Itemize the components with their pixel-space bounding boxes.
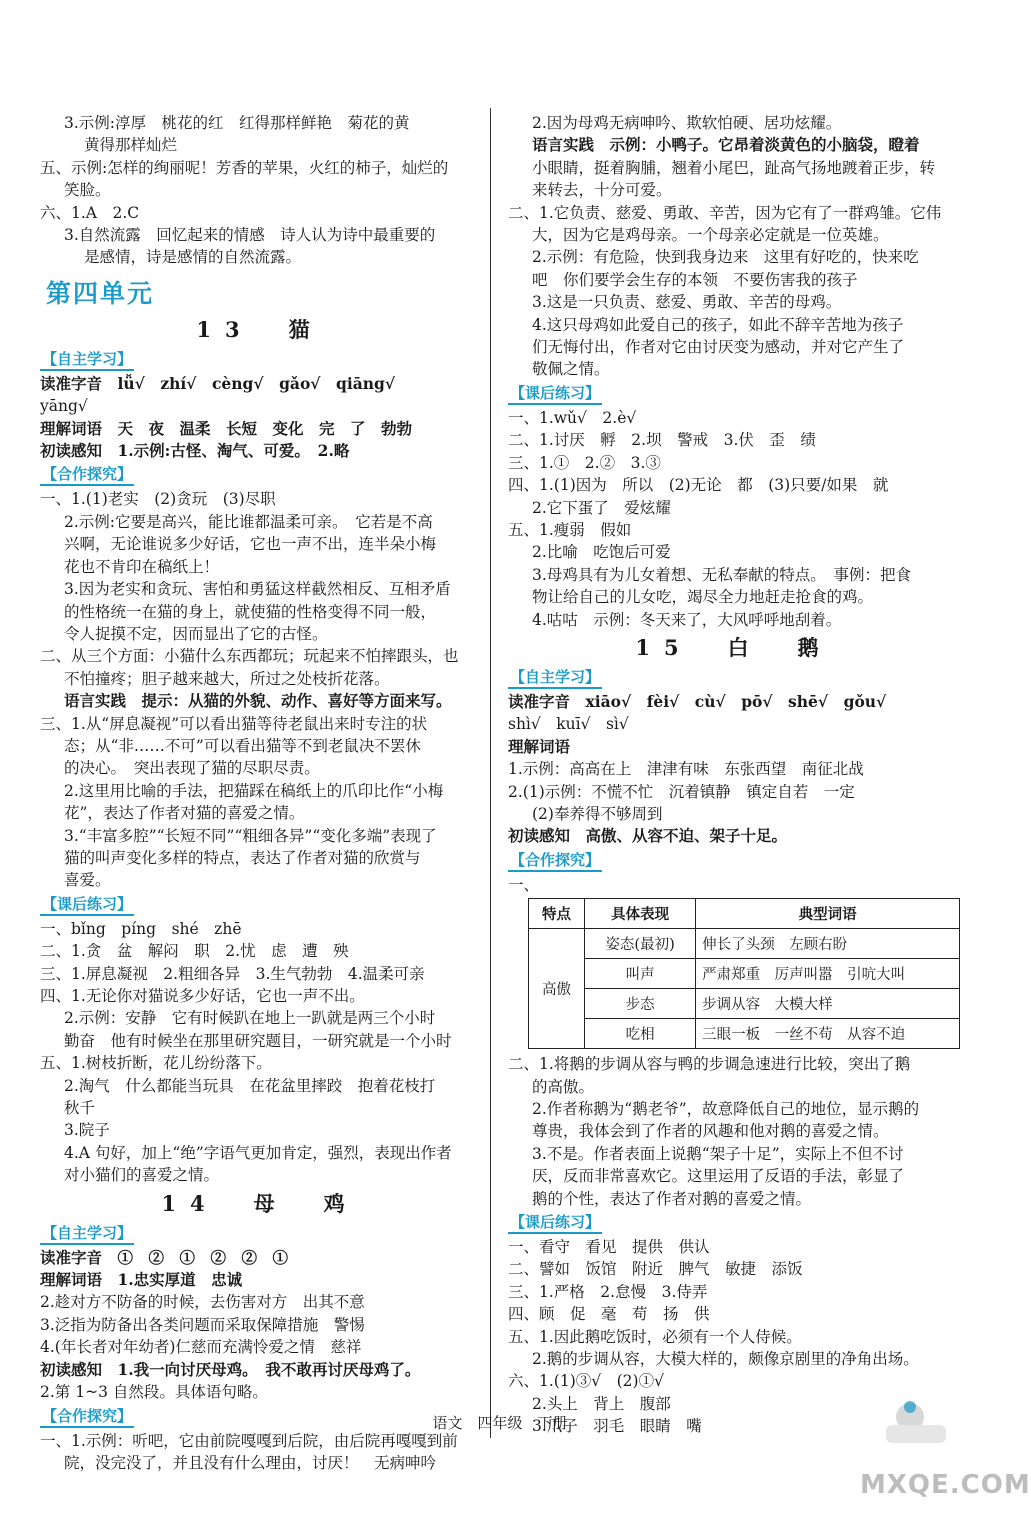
unit-title: 第四单元 (46, 278, 155, 308)
text-line: 五、1.因此鹅吃饭时，必须有一个人侍候。 (508, 1327, 802, 1346)
table-cell: 高傲 (529, 929, 585, 1049)
table-header: 特点 (529, 899, 585, 929)
text-line: 秋千 (64, 1099, 96, 1118)
text-line: 二、从三个方面：小猫什么东西都玩；玩起来不怕摔跟头，也 (40, 647, 459, 666)
table-row (529, 929, 960, 959)
text-line: 四、1.(1)因为 所以 (2)无论 都 (3)只要/如果 就 (508, 476, 889, 495)
text-line: 2.示例：安静 它有时候趴在地上一趴就是两三个小时 (64, 1009, 436, 1028)
text-line: 物让给自己的儿女吃，竭尽全力地赶走抢食的鸡。 (532, 588, 874, 607)
text-line: 的决心。 突出表现了猫的尽职尽责。 (64, 759, 320, 778)
text-line: 院，没完没了，并且没有什么理由，讨厌！ 无病呻吟 (64, 1453, 437, 1472)
text-line: 语言实践 提示：从猫的外貌、动作、喜好等方面来写。 (64, 691, 452, 711)
table-row (529, 959, 960, 989)
table-cell: 伸长了头颈 左顾右盼 (696, 929, 960, 959)
text-line: 四、顾 促 毫 苟 扬 供 (508, 1305, 710, 1324)
section-heading: 【自主学习】 (508, 667, 602, 689)
text-line: 2.示例：有危险，快到我身边来 这里有好吃的，快来吃 (532, 248, 919, 267)
text-line: 理解词语 天 夜 温柔 长短 变化 完 了 勃勃 (40, 418, 413, 438)
text-line: 二、1.讨厌 孵 2.坝 警戒 3.伏 歪 绩 (508, 431, 816, 450)
text-line: 花也不肯印在稿纸上！ (64, 557, 220, 576)
text-line: 尊贵，我体会到了作者的风趣和他对鹅的喜爱之情。 (532, 1122, 889, 1141)
text-line: 四、1.无论你对猫说多少好话，它也一声不出。 (40, 987, 365, 1005)
page-footer: 语文 四年级 下册 (432, 1414, 568, 1432)
text-line: 3.这是一只负责、慈爱、勇敢、辛苦的母鸡。 (532, 293, 842, 312)
text-line: 语言实践 示例：小鸭子。它昂着淡黄色的小脑袋，瞪着 (532, 135, 920, 155)
table-header: 具体表现 (585, 899, 696, 929)
text-line: 3.泛指为防备出各类问题而采取保障措施 警惕 (40, 1315, 365, 1334)
text-line: 敬佩之情。 (532, 360, 610, 379)
table-header-row (529, 899, 960, 929)
text-line: 来转去，十分可爱。 (532, 181, 672, 200)
text-line: 2.比喻 吃饱后可爱 (532, 543, 671, 562)
text-line: 初读感知 1.我一向讨厌母鸡。 我不敢再讨厌母鸡了。 (40, 1359, 421, 1379)
right-column (508, 112, 960, 1438)
text-line: 五、示例:怎样的绚丽呢！芳香的苹果，火红的柿子，灿烂的 (40, 158, 449, 177)
text-line: 2.示例:它要是高兴，能比谁都温柔可亲。 它若是不高 (64, 512, 433, 531)
text-line: 令人捉摸不定，因而显出了它的古怪。 (64, 624, 328, 643)
section-heading: 【合作探究】 (40, 464, 134, 486)
text-line: 二、1.贪 盆 解闷 职 2.忧 虑 遭 殃 (40, 942, 349, 961)
text-line: 4.这只母鸡如此爱自己的孩子，如此不辞辛苦地为孩子 (532, 315, 904, 334)
lesson-title: 15 白 鹅 (635, 634, 833, 660)
text-line: 三、1.从“屏息凝视”可以看出猫等待老鼠出来时专注的状 (40, 714, 428, 733)
section-heading: 【课后练习】 (508, 1212, 602, 1234)
text-line: yāng√ (40, 397, 88, 416)
text-line: 1.示例：高高在上 津津有味 东张西望 南征北战 (508, 760, 864, 779)
text-line: 4.A 句好，加上“绝”字语气更加肯定，强烈，表现出作者 (64, 1143, 452, 1162)
answer-table (528, 898, 960, 1049)
text-line: 小眼睛，挺着胸脯，翘着小尾巴，趾高气扬地踱着正步，转 (532, 158, 936, 177)
text-line: 3.院子 (64, 1121, 110, 1140)
table-cell: 步态 (585, 989, 696, 1019)
text-line: 大，因为它是鸡母亲。一个母亲必定就是一位英雄。 (532, 226, 889, 245)
text-line: 三、1.屏息凝视 2.粗细各异 3.生气勃勃 4.温柔可亲 (40, 964, 425, 983)
text-line: 理解词语 (508, 736, 571, 756)
text-line: 3.“丰富多腔”“长短不同”“粗细各异”“变化多端”表现了 (64, 826, 437, 845)
text-line: 态；从“非……不可”可以看出猫等不到老鼠决不罢休 (64, 736, 421, 755)
text-line: 黄得那样灿烂 (84, 136, 178, 155)
text-line: 读准字音 lǚ√ zhí√ cèng√ gǎo√ qiāng√ (40, 373, 396, 393)
lesson-title: 14 母 鸡 (161, 1190, 359, 1216)
text-line: 的高傲。 (532, 1077, 595, 1096)
table-cell: 严肃郑重 厉声叫嚣 引吭大叫 (696, 959, 960, 989)
table-cell: 姿态(最初) (585, 929, 696, 959)
text-line: 一、bǐng píng shé zhē (40, 919, 242, 938)
text-line: 一、1.示例：听吧，它由前院嘎嘎到后院，由后院再嘎嘎到前 (40, 1431, 458, 1450)
table-header: 典型词语 (696, 899, 960, 929)
table-row (529, 1019, 960, 1049)
table-cell: 吃相 (585, 1019, 696, 1049)
text-line: 二、1.将鹅的步调从容与鸭的步调急速进行比较，突出了鹅 (508, 1055, 911, 1074)
text-line: 3.不是。作者表面上说鹅“架子十足”，实际上不但不讨 (532, 1144, 904, 1163)
section-heading: 【合作探究】 (508, 850, 602, 872)
text-line: 4.咕咕 示例：冬天来了，大风呼呼地刮着。 (532, 610, 842, 629)
text-line: 兴啊，无论谁说多少好话，它也一声不出，连半朵小梅 (64, 535, 437, 554)
section-heading: 【自主学习】 (40, 349, 134, 371)
text-line: 是感情，诗是感情的自然流露。 (84, 248, 302, 267)
section-heading: 【自主学习】 (40, 1223, 134, 1245)
text-line: 猫的叫声变化多样的特点，表达了作者对猫的欣赏与 (64, 848, 421, 867)
text-line: 2.作者称鹅为“鹅老爷”，故意降低自己的地位，显示鹅的 (532, 1100, 920, 1118)
text-line: 初读感知 1.示例:古怪、淘气、可爱。 2.略 (40, 441, 350, 461)
text-line: 2.趁对方不防备的时候，去伤害对方 出其不意 (40, 1293, 365, 1312)
text-line: 2.第 1~3 自然段。具体语句略。 (40, 1383, 268, 1402)
text-line: 厌，反而非常喜欢它。这里运用了反语的手法，彰显了 (532, 1167, 905, 1186)
text-line: 花”，表达了作者对猫的喜爱之情。 (64, 804, 305, 823)
text-line: 初读感知 高傲、从容不迫、架子十足。 (508, 826, 788, 846)
text-line: 一、1.(1)老实 (2)贪玩 (3)尽职 (40, 490, 276, 509)
text-line: 笑脸。 (64, 181, 111, 200)
section-heading: 【课后练习】 (508, 383, 602, 405)
text-line: 3.母鸡具有为儿女着想、无私奉献的特点。 事例：把食 (532, 565, 912, 584)
text-line: 2.(1)示例：不慌不忙 沉着镇静 镇定自若 一定 (508, 782, 855, 801)
text-line: 三、1.① 2.② 3.③ (508, 453, 661, 472)
text-line: 喜爱。 (64, 871, 111, 890)
text-line: 二、1.它负责、慈爱、勇敢、辛苦，因为它有了一群鸡雏。它伟 (508, 203, 942, 222)
text-line: 一、看守 看见 提供 供认 (508, 1238, 710, 1257)
text-line: 2.这里用比喻的手法，把猫踩在稿纸上的爪印比作“小梅 (64, 781, 444, 800)
table-row (529, 989, 960, 1019)
text-line: 读准字音 xiāo√ fèi√ cù√ pō√ shē√ gǒu√ (508, 691, 887, 711)
mascot-logo-icon (880, 1395, 950, 1445)
text-line: 们无悔付出，作者对它由讨厌变为感动，并对它产生了 (532, 338, 905, 357)
table-label: 一、 (508, 875, 540, 894)
column-divider (490, 108, 491, 1438)
text-line: 3.爪子 羽毛 眼睛 嘴 (532, 1417, 702, 1436)
text-line: 鹅的个性，表达了作者对鹅的喜爱之情。 (532, 1189, 812, 1208)
text-line: 3.自然流露 回忆起来的情感 诗人认为诗中最重要的 (64, 226, 436, 245)
text-line: 2.它下蛋了 爱炫耀 (532, 498, 671, 517)
section-heading: 【合作探究】 (40, 1406, 134, 1428)
text-line: 六、1.(1)③√ (2)①√ (508, 1372, 664, 1391)
text-line: 不怕撞疼；胆子越来越大，所过之处枝折花落。 (64, 669, 390, 688)
watermark: MXQE.COM (860, 1470, 1031, 1500)
text-line: 读准字音 ① ② ① ② ② ① (40, 1247, 289, 1267)
left-column (40, 112, 480, 1474)
text-line: 的性格统一在猫的身上，就使猫的性格变得不同一般， (64, 602, 437, 621)
text-line: 3.示例:淳厚 桃花的红 红得那样鲜艳 菊花的黄 (64, 114, 410, 132)
text-line: 三、1.严格 2.怠慢 3.侍弄 (508, 1282, 708, 1301)
text-line: 二、譬如 饭馆 附近 脾气 敏捷 添饭 (508, 1260, 803, 1279)
text-line: 2.因为母鸡无病呻吟、欺软怕硬、居功炫耀。 (532, 114, 842, 132)
text-line: 理解词语 1.忠实厚道 忠诚 (40, 1270, 243, 1290)
text-line: 五、1.树枝折断，花儿纷纷落下。 (40, 1054, 272, 1073)
section-heading: 【课后练习】 (40, 894, 134, 916)
text-line: 2.鹅的步调从容，大模大样的，颇像京剧里的净角出场。 (532, 1350, 919, 1369)
table-cell: 三眼一板 一丝不苟 从容不迫 (696, 1019, 960, 1049)
text-line: (2)奉养得不够周到 (532, 804, 663, 823)
text-line: 吧 你们要学会生存的本领 不要伤害我的孩子 (532, 270, 858, 289)
text-line: 六、1.A 2.C (40, 203, 140, 222)
table-cell: 步调从容 大模大样 (696, 989, 960, 1019)
text-line: 对小猫们的喜爱之情。 (64, 1166, 220, 1185)
text-line: 五、1.瘦弱 假如 (508, 520, 632, 539)
text-line: 2.淘气 什么都能当玩具 在花盆里摔跤 抱着花枝打 (64, 1076, 436, 1095)
text-line: 4.(年长者对年幼者)仁慈而充满怜爱之情 慈祥 (40, 1338, 362, 1357)
text-line: 2.头上 背上 腹部 (532, 1394, 671, 1413)
text-line: 3.因为老实和贪玩、害怕和勇猛这样截然相反、互相矛盾 (64, 580, 451, 599)
text-line: shì√ kuī√ sì√ (508, 715, 629, 734)
text-line: 勤奋 他有时候坐在那里研究题目，一研究就是一个小时 (64, 1031, 452, 1050)
text-line: 一、1.wǔ√ 2.è√ (508, 408, 637, 427)
lesson-title: 13 猫 (196, 316, 324, 342)
table-cell: 叫声 (585, 959, 696, 989)
